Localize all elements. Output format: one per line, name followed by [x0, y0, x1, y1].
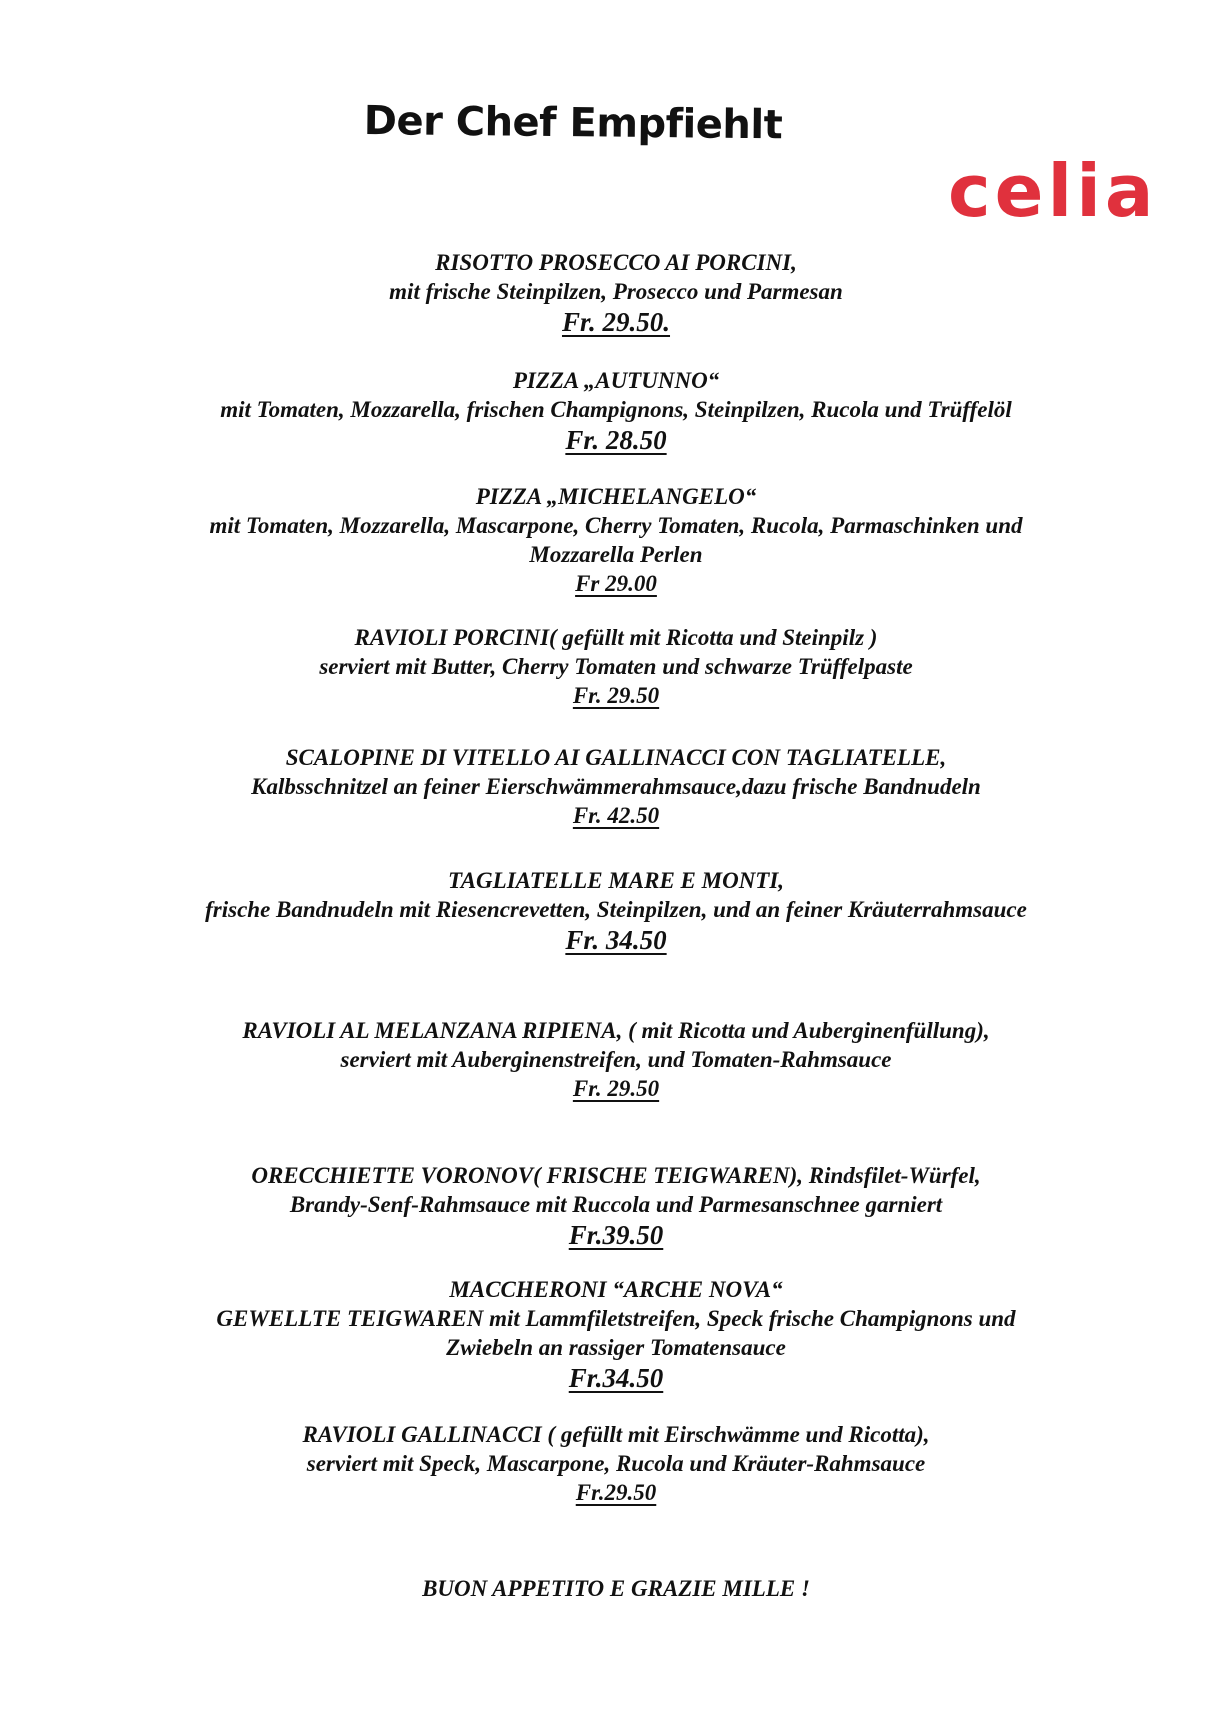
dish-description: frische Bandnudeln mit Riesencrevetten, Steinpilzen, und an feiner Kräuterrahmsauce: [205, 897, 1027, 922]
dish-name: RAVIOLI GALLINACCI ( gefüllt mit Eirschwämme und Ricotta),: [302, 1422, 930, 1447]
dish-item: [80, 1420, 1152, 1507]
dish-name: SCALOPINE DI VITELLO AI GALLINACCI CON TAGLIATELLE,: [285, 745, 947, 770]
dish-item: [80, 248, 1152, 338]
dish-name: ORECCHIETTE VORONOV( FRISCHE TEIGWAREN), Rindsfilet-Würfel,: [251, 1163, 981, 1188]
dish-description: mit Tomaten, Mozzarella, Mascarpone, Cherry Tomaten, Rucola, Parmaschinken und: [209, 513, 1023, 538]
dish-price: Fr. 28.50: [565, 425, 667, 455]
dish-name: MACCHERONI “ARCHE NOVA“: [449, 1277, 783, 1302]
dish-price: Fr. 42.50: [572, 803, 660, 828]
dish-item: [80, 866, 1152, 956]
page-title: Der Chef Empfiehlt: [363, 98, 783, 149]
dish-price: Fr. 29.50.: [561, 307, 671, 337]
dish-item: [80, 482, 1152, 598]
dish-item: [80, 1161, 1152, 1251]
dish-description: serviert mit Auberginenstreifen, und Tomaten-Rahmsauce: [340, 1047, 892, 1072]
dish-list: [80, 248, 1152, 1507]
dish-item: [80, 366, 1152, 456]
dish-price: Fr. 34.50: [565, 925, 667, 955]
dish-item: [80, 743, 1152, 830]
dish-name: TAGLIATELLE MARE E MONTI,: [447, 868, 785, 893]
dish-description: mit frische Steinpilzen, Prosecco und Parmesan: [389, 279, 843, 304]
dish-description: Mozzarella Perlen: [529, 542, 703, 567]
dish-item: [80, 623, 1152, 710]
logo-text: celia: [948, 150, 1158, 233]
dish-description: Brandy-Senf-Rahmsauce mit Ruccola und Parmesanschnee garniert: [289, 1192, 943, 1217]
dish-item: [80, 1275, 1152, 1394]
dish-description: serviert mit Speck, Mascarpone, Rucola und Kräuter-Rahmsauce: [306, 1451, 926, 1476]
dish-description: GEWELLTE TEIGWAREN mit Lammfiletstreifen, Speck frische Champignons und: [216, 1306, 1016, 1331]
dish-price: Fr. 29.50: [572, 1076, 660, 1101]
celia-logo-icon: [942, 150, 1192, 236]
dish-name: RAVIOLI AL MELANZANA RIPIENA, ( mit Ricotta und Auberginenfüllung),: [242, 1018, 990, 1043]
dish-price: Fr.34.50: [568, 1363, 664, 1393]
dish-price: Fr. 29.50: [572, 683, 660, 708]
dish-price: Fr.29.50: [575, 1480, 657, 1505]
dish-description: Kalbsschnitzel an feiner Eierschwämmerahmsauce,dazu frische Bandnudeln: [251, 774, 981, 799]
dish-description: Zwiebeln an rassiger Tomatensauce: [446, 1335, 786, 1360]
dish-item: [80, 1016, 1152, 1103]
dish-price: Fr 29.00: [575, 571, 657, 596]
restaurant-logo: [942, 150, 1192, 236]
dish-description: mit Tomaten, Mozzarella, frischen Champignons, Steinpilzen, Rucola und Trüffelöl: [220, 397, 1012, 422]
dish-description: serviert mit Butter, Cherry Tomaten und schwarze Trüffelpaste: [319, 654, 913, 679]
dish-price: Fr.39.50: [568, 1220, 664, 1250]
closing-message: BUON APPETITO E GRAZIE MILLE !: [422, 1576, 810, 1601]
dish-name: PIZZA „AUTUNNO“: [512, 368, 720, 393]
dish-name: RAVIOLI PORCINI( gefüllt mit Ricotta und Steinpilz ): [354, 625, 878, 650]
dish-name: PIZZA „MICHELANGELO“: [475, 484, 757, 509]
dish-name: RISOTTO PROSECCO AI PORCINI,: [435, 250, 797, 275]
